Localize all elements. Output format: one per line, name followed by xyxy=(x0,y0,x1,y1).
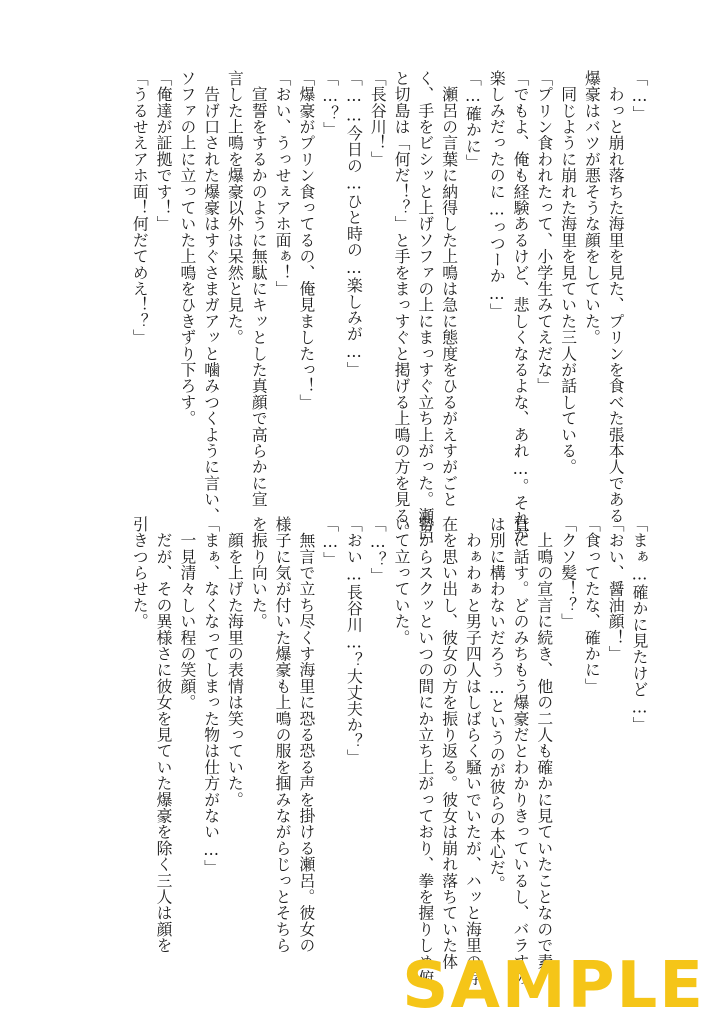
text-line: 「…？」 xyxy=(368,516,388,584)
text-line: 告げ口された爆豪はすぐさまガアッと噛みつくように言い、 xyxy=(201,70,221,524)
text-line: 「おい、うっせぇアホ面ぁ！」 xyxy=(273,70,293,297)
text-line: 「おい…長谷川…？大丈夫か？」 xyxy=(344,516,364,766)
text-line: 「…」 xyxy=(630,70,649,122)
text-line: 宣誓をするかのように無駄にキッとした真顔で高らかに宣 xyxy=(249,70,269,508)
text-line: と切島は「何だ！？」と手をまっすぐと掲げる上鳴の方を見る。 xyxy=(392,70,412,540)
text-line: 引きつらせた。 xyxy=(130,516,150,630)
text-line: 「……今日の…ひと時の…楽しみが…」 xyxy=(344,70,364,378)
text-line: 「…？」 xyxy=(320,70,340,138)
text-line: いて立っていた。 xyxy=(392,516,412,646)
text-line: だが、その異様さに彼女を見ていた爆豪を除く三人は顔を xyxy=(154,516,174,954)
text-line: 楽しみだったのに…っつーか…」 xyxy=(487,70,507,320)
text-line: 言した上鳴を爆豪以外は呆然と見た。 xyxy=(225,70,245,346)
text-line: 在を思い出し、彼女の方を振り返る。彼女は崩れ落ちていた体 xyxy=(439,516,459,970)
text-line: 「プリン食われたって、小学生みてえだな」 xyxy=(534,70,554,394)
text-line: 同じように崩れた海里を見ていた三人が話している。 xyxy=(558,70,578,475)
text-line: 「食ってたな、確かに」 xyxy=(582,516,602,695)
text-line: 無言で立ち尽くす海里に恐る恐る声を掛ける瀬呂。彼女の xyxy=(296,516,316,954)
text-line: 一見清々しい程の笑顔。 xyxy=(177,516,197,711)
text-line: 様子に気が付いた爆豪も上鳴の服を掴みながらじっとそちら xyxy=(273,516,293,954)
text-line: 「長谷川！」 xyxy=(368,70,388,168)
text-line: く、手をビシッと上げソファの上にまっすぐ立ち上がった。瀬呂 xyxy=(415,70,435,540)
text-line: 爆豪はバツが悪そうな顔をしていた。 xyxy=(582,70,602,346)
text-line: 勢からスクッといつの間にか立ち上がっており、拳を握りしめ俯 xyxy=(415,516,435,986)
text-line: 「まぁ…確かに見たけど…」 xyxy=(630,516,649,733)
text-line: 「…」 xyxy=(320,516,340,568)
text-line: を振り向いた。 xyxy=(249,516,269,630)
text-line: 「爆豪がプリン食ってるの、俺見ましたっ！」 xyxy=(296,70,316,411)
text-line: ソファの上に立っていた上鳴をひきずり下ろす。 xyxy=(177,70,197,427)
text-line: 「クソ髪！？」 xyxy=(558,516,578,630)
text-line: 顔を上げた海里の表情は笑っていた。 xyxy=(225,516,245,808)
text-line: 「まぁ、なくなってしまった物は仕方がない…」 xyxy=(201,516,221,876)
text-column-bottom xyxy=(127,516,651,986)
text-line: 直に話す。どのみちもう爆豪だとわかりきっているし、バラすの xyxy=(511,516,531,986)
text-line: は別に構わないだろう…というのが彼らの本心だ。 xyxy=(487,516,507,892)
text-line: 「俺達が証拠です！」 xyxy=(154,70,174,232)
text-line: 「うるせえアホ面！何だてめえ！？」 xyxy=(130,70,150,346)
text-line: 「…確かに」 xyxy=(463,70,483,171)
text-column-top xyxy=(127,70,651,543)
text-line: 瀬呂の言葉に納得した上鳴は急に態度をひるがえすがごと xyxy=(439,70,459,508)
text-line: 上鳴の宣言に続き、他の二人も確かに見ていたことなので素 xyxy=(534,516,554,970)
text-line: 「おい、醤油顔！」 xyxy=(606,516,626,662)
text-line: 「でもよ、俺も経験あるけど、悲しくなるよな、あれ…。それが xyxy=(511,70,531,543)
sample-watermark: SAMPLE xyxy=(402,949,705,1023)
text-line: わっと崩れ落ちた海里を見た、プリンを食べた張本人である xyxy=(606,70,626,524)
text-line: わぁわぁと男子四人はしばらく騒いでいたが、ハッと海里の存 xyxy=(463,516,483,986)
